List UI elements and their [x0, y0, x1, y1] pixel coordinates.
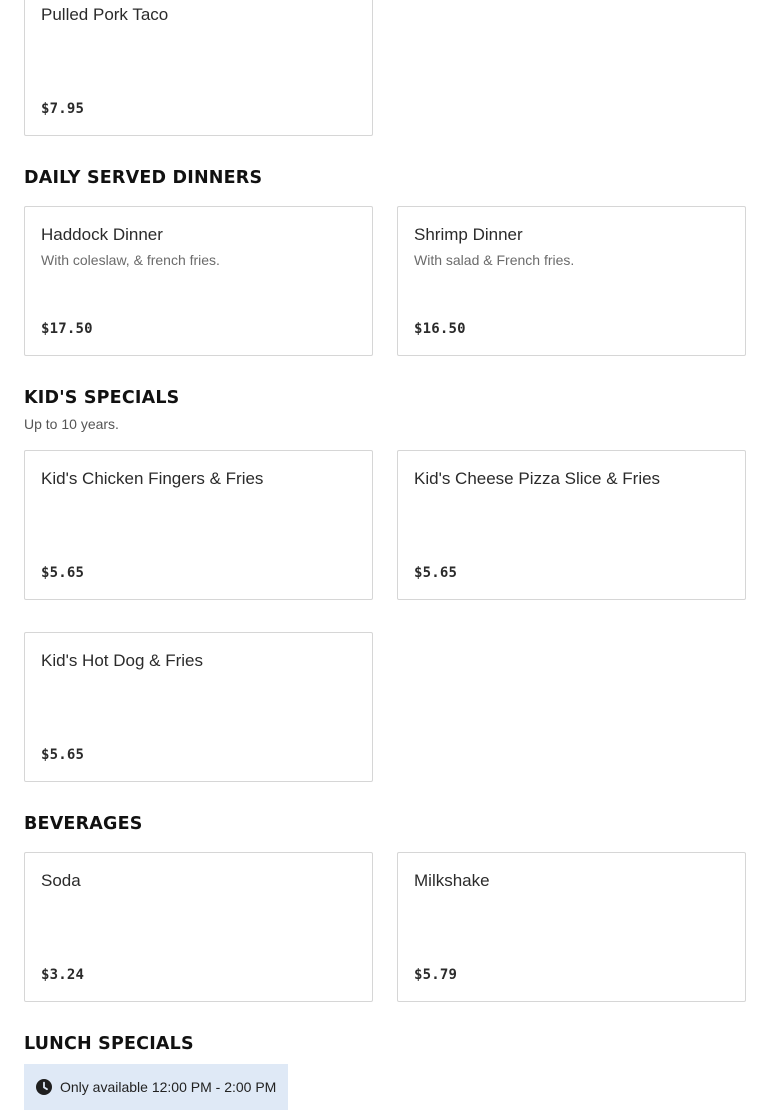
menu-item-card[interactable] — [24, 852, 373, 1002]
menu-item-card[interactable] — [24, 206, 373, 356]
availability-text: Only available 12:00 PM - 2:00 PM — [60, 1079, 277, 1095]
section-subtitle-kids-specials: Up to 10 years. — [24, 416, 119, 432]
menu-item-name: Milkshake — [414, 871, 490, 890]
availability-badge — [24, 1064, 288, 1110]
menu-grid-beverages — [24, 852, 746, 1002]
menu-item-price: $3.24 — [41, 967, 85, 983]
section-title-daily-dinners: DAILY SERVED DINNERS — [24, 168, 263, 188]
menu-item-price: $5.65 — [414, 565, 458, 581]
section-title-kids-specials: KID'S SPECIALS — [24, 388, 180, 408]
menu-item-price: $5.65 — [41, 747, 85, 763]
menu-item-card[interactable] — [24, 450, 373, 600]
menu-item-card[interactable] — [24, 632, 373, 782]
menu-item-price: $5.79 — [414, 967, 458, 983]
menu-item-name: Pulled Pork Taco — [41, 5, 169, 24]
clock-icon — [36, 1079, 52, 1095]
menu-item-description: With coleslaw, & french fries. — [41, 252, 220, 268]
menu-item-name: Haddock Dinner — [41, 225, 163, 244]
menu-item-card[interactable] — [397, 450, 746, 600]
menu-item-card[interactable] — [397, 206, 746, 356]
menu-item-description: With salad & French fries. — [414, 252, 575, 268]
menu-item-name: Shrimp Dinner — [414, 225, 523, 244]
menu-item-card[interactable] — [24, 0, 373, 136]
menu-item-card[interactable] — [397, 852, 746, 1002]
section-title-lunch-specials: LUNCH SPECIALS — [24, 1034, 194, 1054]
section-title-beverages: BEVERAGES — [24, 814, 143, 834]
menu-item-price: $16.50 — [414, 321, 466, 337]
menu-item-price: $17.50 — [41, 321, 93, 337]
menu-item-name: Soda — [41, 871, 81, 890]
menu-item-name: Kid's Chicken Fingers & Fries — [41, 469, 264, 488]
menu-item-price: $5.65 — [41, 565, 85, 581]
menu-item-name: Kid's Hot Dog & Fries — [41, 651, 203, 670]
menu-item-price: $7.95 — [41, 101, 85, 117]
menu-grid-top — [24, 0, 746, 136]
menu-page — [24, 0, 746, 1110]
menu-grid-daily-dinners — [24, 206, 746, 356]
menu-grid-kids-specials — [24, 450, 746, 782]
menu-item-name: Kid's Cheese Pizza Slice & Fries — [414, 469, 661, 488]
